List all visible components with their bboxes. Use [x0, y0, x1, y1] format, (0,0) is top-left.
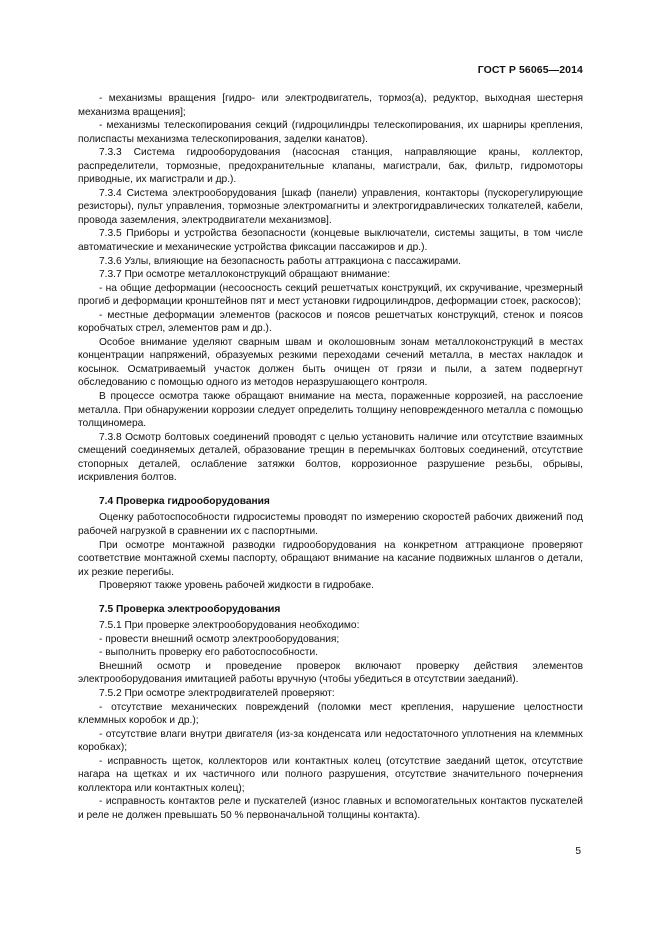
section-heading-7-4: 7.4 Проверка гидрооборудования — [99, 495, 270, 507]
section-heading-7-5: 7.5 Проверка электрооборудования — [99, 603, 281, 615]
paragraph: 7.3.7 При осмотре металлоконструкций обращают внимание: — [99, 269, 391, 281]
paragraph: В процессе осмотра также обращают внимание на места, пораженные коррозией, на расслоение металла. При обнаружении коррозии следует определить толщину неповрежденного металла с помощью толщиномера. — [78, 391, 583, 430]
paragraph: 7.3.6 Узлы, влияющие на безопасность работы аттракциона с пассажирами. — [99, 255, 462, 267]
paragraph: - отсутствие влаги внутри двигателя (из-за конденсата или недостаточного уплотнения на клеммных коробках); — [78, 728, 583, 754]
paragraph: 7.5.2 При осмотре электродвигателей проверяют: — [99, 687, 335, 699]
paragraph: Проверяют также уровень рабочей жидкости в гидробаке. — [99, 580, 374, 592]
paragraph: При осмотре монтажной разводки гидрооборудования на конкретном аттракционе проверяют соответствие монтажной схемы паспорту, обращают внимание на касание подвижных шлангов о детали, их резкие перегибы. — [78, 539, 583, 578]
paragraph: - отсутствие механических повреждений (поломки мест крепления, нарушение целостности клеммных коробок и др.); — [78, 701, 583, 727]
paragraph: - выполнить проверку его работоспособности. — [99, 647, 318, 659]
paragraph: - исправность контактов реле и пускателей (износ главных и вспомогательных контактов пускателей и реле не должен превышать 50 % первоначальной толщины контакта). — [78, 796, 583, 821]
paragraph: 7.3.4 Система электрооборудования [шкаф (панели) управления, контакторы (пускорегулирующие резисторы), пульт управления, тормозные электромагниты и электрогидравлических толкателей, кабели, провода заземления, электродвигатели механизмов]. — [78, 187, 583, 226]
paragraph: Внешний осмотр и проведение проверок включают проверку действия элементов электрооборудования имитацией работы вручную (чтобы убедиться в отсутствии заеданий). — [78, 660, 583, 686]
paragraph: 7.5.1 При проверке электрооборудования необходимо: — [99, 620, 360, 632]
paragraph: Оценку работоспособности гидросистемы проводят по измерению скоростей рабочих движений под рабочей нагрузкой в сравнении их с паспортными. — [78, 512, 583, 537]
paragraph: - исправность щеток, коллекторов или контактных колец (отсутствие заеданий щеток, отсутствие нагара на щетках и их частичного или полного разрушения, отсутствие значительного почернения коллектора или контактных колец); — [78, 755, 583, 794]
page-number: 5 — [575, 846, 581, 857]
paragraph: 7.3.8 Осмотр болтовых соединений проводят с целью установить наличие или отсутствие взаимных смещений соединяемых деталей, образование трещин в перемычках болтовых соединений, отсутствие стопорных деталей, ослабление затяжки болтов, коррозионное разрушение резьбы, обрывы, искривления болтов. — [78, 431, 583, 484]
paragraph: Особое внимание уделяют сварным швам и околошовным зонам металлоконструкций в местах концентрации напряжений, образуемых резкими переходами сечений металла, в местах накладок и косынок. Осматриваемый участок должен быть очищен от грязи и пыли, а затем подвергнут обследованию с помощью одного из методов неразрушающего контроля. — [78, 336, 583, 389]
document-body — [78, 92, 583, 822]
paragraph: 7.3.5 Приборы и устройства безопасности (концевые выключатели, системы защиты, в том числе автоматические и механические устройства фиксации пассажиров и др.). — [78, 228, 583, 254]
paragraph: - на общие деформации (несоосность секций решетчатых конструкций, их скручивание, чрезмерный прогиб и деформации кронштейнов пят и мест установки гидроцилиндров, деформации стоек, раскосов); — [78, 282, 583, 308]
standard-header: ГОСТ Р 56065—2014 — [477, 64, 583, 76]
paragraph: 7.3.3 Система гидрооборудования (насосная станция, направляющие краны, коллектор, распределители, тормозные, предохранительные клапаны, магистрали, бак, фильтр, гидромоторы приводные, их магистрали и др.). — [78, 147, 583, 186]
paragraph: - механизмы вращения [гидро- или электродвигатель, тормоз(а), редуктор, выходная шестерня механизма вращения]; — [78, 93, 583, 118]
paragraph: - механизмы телескопирования секций (гидроцилиндры телескопирования, их шарниры крепления, полиспасты механизма телескопирования, заделки канатов). — [78, 120, 583, 145]
paragraph: - местные деформации элементов (раскосов и поясов решетчатых конструкций, стенок и поясов коробчатых стрел, элементов рам и др.). — [78, 309, 583, 335]
paragraph: - провести внешний осмотр электрооборудования; — [99, 633, 340, 645]
